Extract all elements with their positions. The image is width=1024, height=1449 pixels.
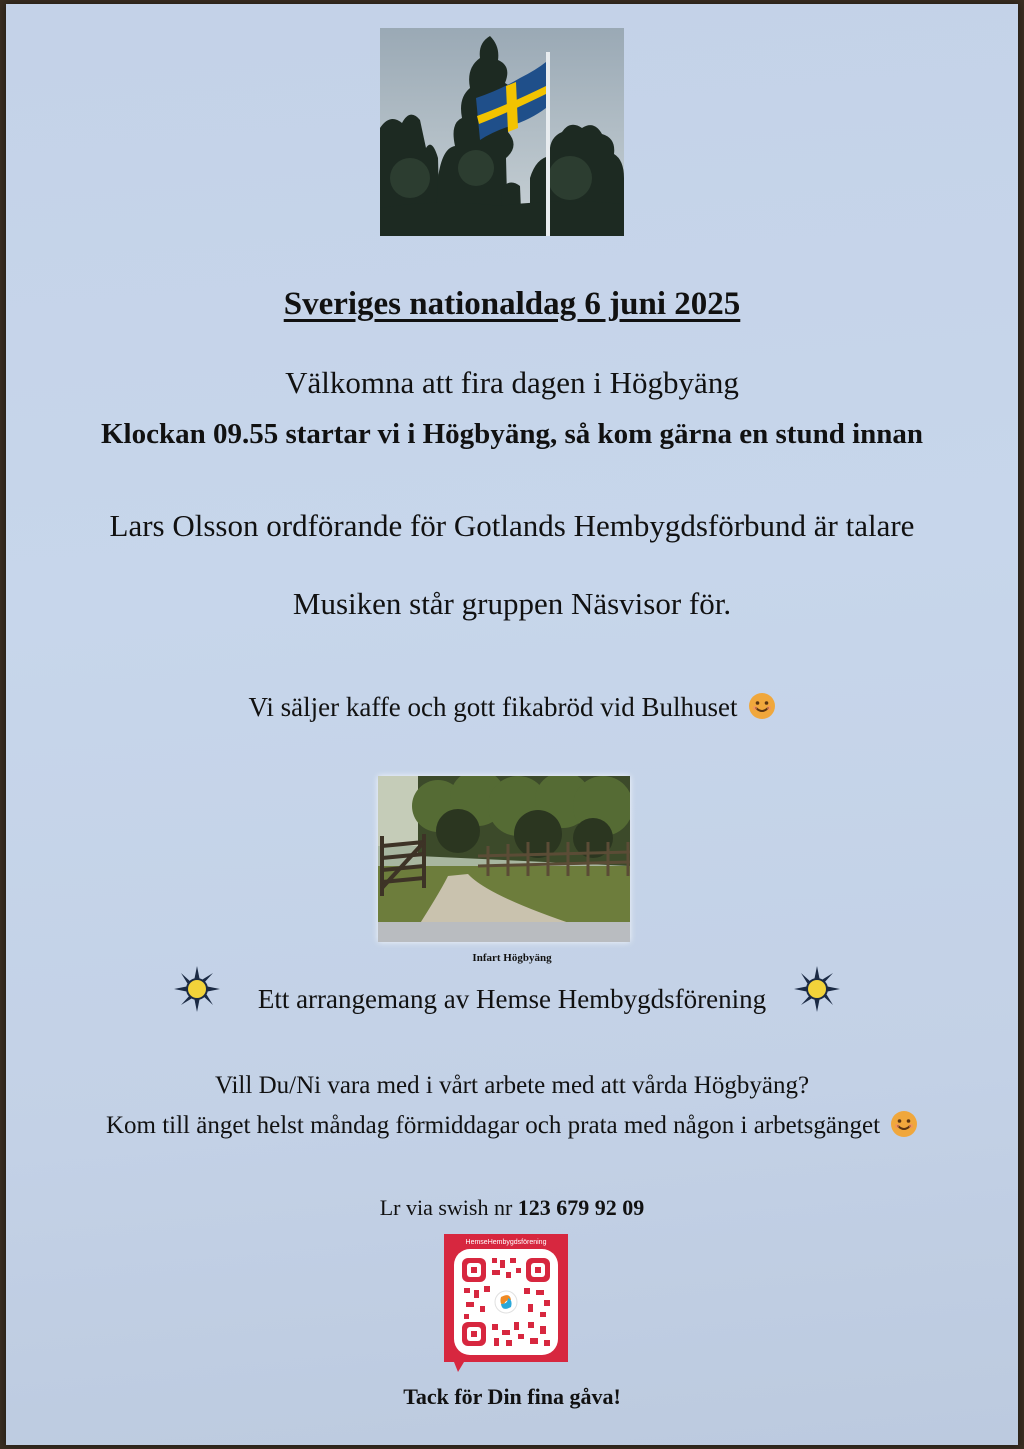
welcome-text: Välkomna att fira dagen i Högbyäng <box>285 365 739 400</box>
thanks-text: Tack för Din fina gåva! <box>403 1384 621 1409</box>
smiley-icon <box>748 692 776 727</box>
coffee-text: Vi säljer kaffe och gott fikabröd vid Bulhuset <box>248 692 738 722</box>
swish-qr-code[interactable] <box>444 1234 568 1372</box>
smiley-icon <box>890 1110 918 1145</box>
volunteer-invitation-text: Kom till änget helst måndag förmiddagar och prata med någon i arbetsgänget <box>105 1112 881 1140</box>
volunteer-invitation <box>6 1110 1018 1145</box>
photo-caption: Infart Högbyäng <box>472 952 552 964</box>
page-title: Sveriges nationaldag 6 juni 2025 <box>283 286 741 322</box>
poster-sheet <box>6 4 1018 1445</box>
swish-number: 123 679 92 09 <box>517 1195 645 1220</box>
gate-entrance-photo <box>378 776 630 942</box>
volunteer-question: Vill Du/Ni vara med i vårt arbete med att vårda Högbyäng? <box>214 1072 810 1099</box>
swish-prefix: Lr via swish nr <box>379 1195 513 1220</box>
arrangement-text: Ett arrangemang av Hemse Hembygdsförening <box>257 984 767 1014</box>
qr-label: HemseHembygdsförening <box>465 1239 547 1246</box>
swedish-flag-photo <box>380 28 624 236</box>
coffee-line <box>6 692 1018 727</box>
speaker-text: Lars Olsson ordförande för Gotlands Hembygdsförbund är talare <box>109 508 915 543</box>
start-time-text: Klockan 09.55 startar vi i Högbyäng, så kom gärna en stund innan <box>100 418 924 450</box>
swish-line <box>6 1195 1018 1221</box>
music-text: Musiken står gruppen Näsvisor för. <box>292 586 732 621</box>
